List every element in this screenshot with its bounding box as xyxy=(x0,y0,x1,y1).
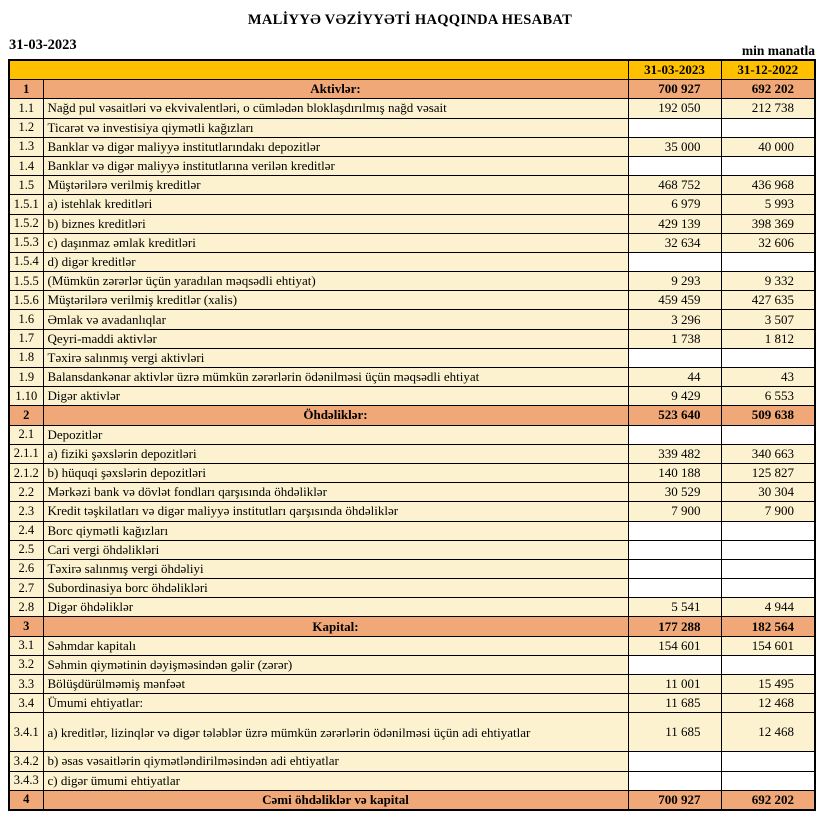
table-row xyxy=(9,252,815,271)
value-2022: 30 304 xyxy=(721,483,815,502)
row-num: 2.1 xyxy=(9,425,43,444)
row-num: 3.1 xyxy=(9,636,43,655)
row-label: Ticarət və investisiya qiymətli kağızları xyxy=(43,118,628,137)
financial-position-table xyxy=(8,59,816,811)
value-2023 xyxy=(628,252,721,271)
value-2023: 32 634 xyxy=(628,233,721,252)
row-num: 3.4.1 xyxy=(9,713,43,752)
value-2023 xyxy=(628,752,721,771)
table-row xyxy=(9,272,815,291)
table-row xyxy=(9,694,815,713)
row-label: Balansdankənar aktivlər üzrə mümkün zərərlərin ödənilməsi üçün məqsədli ehtiyat xyxy=(43,368,628,387)
value-2023: 11 685 xyxy=(628,713,721,752)
value-2023: 11 001 xyxy=(628,675,721,694)
value-2022 xyxy=(721,752,815,771)
row-label: Borc qiymətli kağızları xyxy=(43,521,628,540)
table-row xyxy=(9,329,815,348)
value-2023: 9 293 xyxy=(628,272,721,291)
table-row xyxy=(9,483,815,502)
row-num: 1.5.5 xyxy=(9,272,43,291)
value-2022 xyxy=(721,540,815,559)
value-2022 xyxy=(721,118,815,137)
row-num: 1.5.1 xyxy=(9,195,43,214)
table-row xyxy=(9,233,815,252)
row-label: a) kreditlər, lizinqlər və digər tələblər üzrə mümkün zərərlərin ödənilməsi üçün adi ehtiyatlar xyxy=(43,713,628,752)
value-2022 xyxy=(721,559,815,578)
value-2023 xyxy=(628,579,721,598)
row-num: 1 xyxy=(9,80,43,99)
row-label: Banklar və digər maliyyə institutlarındakı depozitlər xyxy=(43,137,628,156)
value-2023 xyxy=(628,425,721,444)
row-label: Müştərilərə verilmiş kreditlər xyxy=(43,176,628,195)
table-row xyxy=(9,156,815,175)
row-num: 2.3 xyxy=(9,502,43,521)
value-2023 xyxy=(628,540,721,559)
row-num: 2 xyxy=(9,406,43,425)
row-label: Cəmi öhdəliklər və kapital xyxy=(43,790,628,810)
row-label: Kredit təşkilatları və digər maliyyə institutları qarşısında öhdəliklər xyxy=(43,502,628,521)
table-row xyxy=(9,502,815,521)
value-2022: 4 944 xyxy=(721,598,815,617)
value-2023: 9 429 xyxy=(628,387,721,406)
value-2023: 700 927 xyxy=(628,790,721,810)
row-label: Kapital: xyxy=(43,617,628,636)
value-2022: 692 202 xyxy=(721,790,815,810)
row-num: 1.2 xyxy=(9,118,43,137)
row-num: 2.8 xyxy=(9,598,43,617)
value-2023: 523 640 xyxy=(628,406,721,425)
row-label: Müştərilərə verilmiş kreditlər (xalis) xyxy=(43,291,628,310)
value-2022 xyxy=(721,156,815,175)
table-row xyxy=(9,559,815,578)
row-num: 1.5 xyxy=(9,176,43,195)
table-row xyxy=(9,176,815,195)
table-header-row xyxy=(9,60,815,80)
value-2022: 509 638 xyxy=(721,406,815,425)
table-row xyxy=(9,348,815,367)
row-label: d) digər kreditlər xyxy=(43,252,628,271)
row-label: Əmlak və avadanlıqlar xyxy=(43,310,628,329)
page-title: MALİYYƏ VƏZİYYƏTİ HAQQINDA HESABAT xyxy=(247,12,573,28)
value-2022 xyxy=(721,579,815,598)
row-label: Bölüşdürülməmiş mənfəət xyxy=(43,675,628,694)
value-2023: 459 459 xyxy=(628,291,721,310)
value-2022 xyxy=(721,655,815,674)
table-row xyxy=(9,598,815,617)
value-2023: 11 685 xyxy=(628,694,721,713)
row-num: 3.4 xyxy=(9,694,43,713)
row-num: 1.3 xyxy=(9,137,43,156)
value-2022: 3 507 xyxy=(721,310,815,329)
row-label: c) digər ümumi ehtiyatlar xyxy=(43,771,628,790)
row-label: Digər öhdəliklər xyxy=(43,598,628,617)
row-label: Öhdəliklər: xyxy=(43,406,628,425)
row-num: 3.2 xyxy=(9,655,43,674)
value-2022: 692 202 xyxy=(721,80,815,99)
value-2023 xyxy=(628,521,721,540)
unit-label: min manatla xyxy=(741,43,815,58)
value-2022: 398 369 xyxy=(721,214,815,233)
table-row xyxy=(9,214,815,233)
value-2023: 177 288 xyxy=(628,617,721,636)
value-2022: 43 xyxy=(721,368,815,387)
table-row xyxy=(9,368,815,387)
header-col-2022: 31-12-2022 xyxy=(721,60,815,80)
value-2022: 40 000 xyxy=(721,137,815,156)
table-row xyxy=(9,444,815,463)
table-row xyxy=(9,579,815,598)
value-2022: 340 663 xyxy=(721,444,815,463)
table-row xyxy=(9,137,815,156)
report-date: 31-03-2023 xyxy=(9,37,77,53)
row-label: Aktivlər: xyxy=(43,80,628,99)
row-label: Cari vergi öhdəlikləri xyxy=(43,540,628,559)
row-label: Ümumi ehtiyatlar: xyxy=(43,694,628,713)
value-2022: 154 601 xyxy=(721,636,815,655)
value-2023 xyxy=(628,118,721,137)
table-body xyxy=(9,80,815,810)
value-2023: 30 529 xyxy=(628,483,721,502)
value-2023: 3 296 xyxy=(628,310,721,329)
value-2022: 9 332 xyxy=(721,272,815,291)
value-2023: 154 601 xyxy=(628,636,721,655)
row-num: 4 xyxy=(9,790,43,810)
row-num: 3.4.2 xyxy=(9,752,43,771)
row-label: Təxirə salınmış vergi aktivləri xyxy=(43,348,628,367)
value-2022: 182 564 xyxy=(721,617,815,636)
row-num: 1.6 xyxy=(9,310,43,329)
row-label: Səhmdar kapitalı xyxy=(43,636,628,655)
row-num: 2.6 xyxy=(9,559,43,578)
value-2023 xyxy=(628,156,721,175)
row-num: 1.7 xyxy=(9,329,43,348)
value-2022: 15 495 xyxy=(721,675,815,694)
table-row xyxy=(9,406,815,425)
table-row xyxy=(9,617,815,636)
value-2023 xyxy=(628,348,721,367)
table-row xyxy=(9,387,815,406)
value-2023: 6 979 xyxy=(628,195,721,214)
table-row xyxy=(9,540,815,559)
row-label: Digər aktivlər xyxy=(43,387,628,406)
row-num: 1.5.2 xyxy=(9,214,43,233)
row-label: Depozitlər xyxy=(43,425,628,444)
row-num: 2.1.2 xyxy=(9,463,43,482)
table-row xyxy=(9,713,815,752)
value-2022 xyxy=(721,425,815,444)
value-2023: 339 482 xyxy=(628,444,721,463)
row-num: 3.4.3 xyxy=(9,771,43,790)
row-num: 2.2 xyxy=(9,483,43,502)
value-2022 xyxy=(721,348,815,367)
table-row xyxy=(9,636,815,655)
row-num: 2.7 xyxy=(9,579,43,598)
value-2023: 1 738 xyxy=(628,329,721,348)
row-num: 2.4 xyxy=(9,521,43,540)
row-num: 1.5.3 xyxy=(9,233,43,252)
table-row xyxy=(9,195,815,214)
value-2022: 212 738 xyxy=(721,99,815,118)
row-label: Subordinasiya borc öhdəlikləri xyxy=(43,579,628,598)
table-row xyxy=(9,80,815,99)
row-num: 2.1.1 xyxy=(9,444,43,463)
row-num: 3 xyxy=(9,617,43,636)
table-row xyxy=(9,655,815,674)
row-num: 1.10 xyxy=(9,387,43,406)
row-num: 1.9 xyxy=(9,368,43,387)
value-2023 xyxy=(628,559,721,578)
row-num: 1.8 xyxy=(9,348,43,367)
table-row xyxy=(9,521,815,540)
value-2022: 427 635 xyxy=(721,291,815,310)
value-2023 xyxy=(628,655,721,674)
row-label: Nağd pul vəsaitləri və ekvivalentləri, o cümlədən bloklaşdırılmış nağd vəsait xyxy=(43,99,628,118)
value-2022: 12 468 xyxy=(721,694,815,713)
row-num: 1.1 xyxy=(9,99,43,118)
value-2023: 44 xyxy=(628,368,721,387)
table-row xyxy=(9,425,815,444)
value-2022: 1 812 xyxy=(721,329,815,348)
row-num: 1.4 xyxy=(9,156,43,175)
row-label: (Mümkün zərərlər üçün yaradılan məqsədli ehtiyat) xyxy=(43,272,628,291)
table-row xyxy=(9,771,815,790)
header-empty-cell xyxy=(9,60,628,80)
value-2023: 5 541 xyxy=(628,598,721,617)
table-row xyxy=(9,463,815,482)
header-col-2023: 31-03-2023 xyxy=(628,60,721,80)
value-2022 xyxy=(721,521,815,540)
value-2022: 32 606 xyxy=(721,233,815,252)
row-label: Mərkəzi bank və dövlət fondları qarşısında öhdəliklər xyxy=(43,483,628,502)
value-2023: 35 000 xyxy=(628,137,721,156)
row-label: c) daşınmaz əmlak kreditləri xyxy=(43,233,628,252)
row-label: b) biznes kreditləri xyxy=(43,214,628,233)
value-2023: 7 900 xyxy=(628,502,721,521)
table-row xyxy=(9,310,815,329)
value-2022 xyxy=(721,252,815,271)
row-label: a) fiziki şəxslərin depozitləri xyxy=(43,444,628,463)
value-2022: 125 827 xyxy=(721,463,815,482)
value-2023: 429 139 xyxy=(628,214,721,233)
table-row xyxy=(9,99,815,118)
table-row xyxy=(9,291,815,310)
row-num: 1.5.6 xyxy=(9,291,43,310)
row-label: b) hüquqi şəxslərin depozitləri xyxy=(43,463,628,482)
value-2023: 468 752 xyxy=(628,176,721,195)
row-num: 2.5 xyxy=(9,540,43,559)
table-row xyxy=(9,790,815,810)
value-2022: 5 993 xyxy=(721,195,815,214)
value-2022: 7 900 xyxy=(721,502,815,521)
row-label: Səhmin qiymətinin dəyişməsindən gəlir (zərər) xyxy=(43,655,628,674)
value-2022: 436 968 xyxy=(721,176,815,195)
row-label: Qeyri-maddi aktivlər xyxy=(43,329,628,348)
row-label: b) əsas vəsaitlərin qiymətləndirilməsindən adi ehtiyatlar xyxy=(43,752,628,771)
row-label: Təxirə salınmış vergi öhdəliyi xyxy=(43,559,628,578)
value-2022: 6 553 xyxy=(721,387,815,406)
value-2022 xyxy=(721,771,815,790)
row-label: a) istehlak kreditləri xyxy=(43,195,628,214)
row-num: 1.5.4 xyxy=(9,252,43,271)
value-2023: 700 927 xyxy=(628,80,721,99)
table-row xyxy=(9,118,815,137)
table-row xyxy=(9,675,815,694)
table-row xyxy=(9,752,815,771)
value-2022: 12 468 xyxy=(721,713,815,752)
row-label: Banklar və digər maliyyə institutlarına verilən kreditlər xyxy=(43,156,628,175)
row-num: 3.3 xyxy=(9,675,43,694)
value-2023: 192 050 xyxy=(628,99,721,118)
value-2023: 140 188 xyxy=(628,463,721,482)
value-2023 xyxy=(628,771,721,790)
